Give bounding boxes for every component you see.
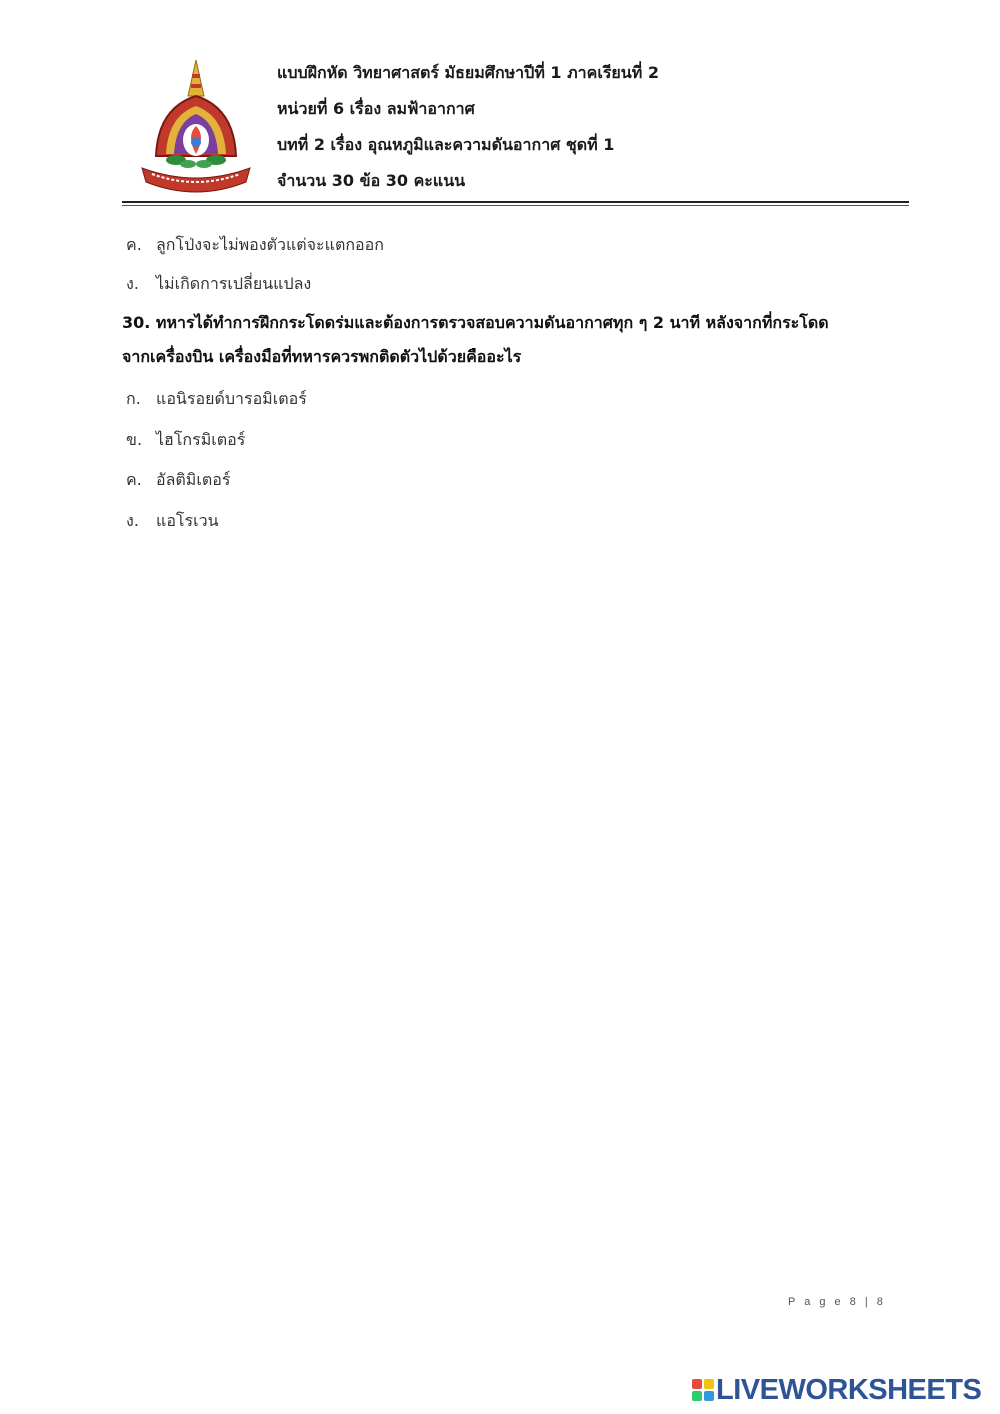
header-line-unit: หน่วยที่ 6 เรื่อง ลมฟ้าอากาศ xyxy=(277,99,475,118)
header-divider xyxy=(122,201,909,203)
liveworksheets-mark-icon xyxy=(692,1379,714,1401)
answer-option[interactable] xyxy=(126,387,307,412)
option-text: แอโรเวน xyxy=(156,511,219,530)
answer-option[interactable] xyxy=(126,272,311,297)
answer-option[interactable] xyxy=(126,509,219,534)
question-30 xyxy=(122,306,902,374)
question-text-line-1: 30. ทหารได้ทำการฝึกกระโดดร่มและต้องการตรวจสอบความดันอากาศทุก ๆ 2 นาที หลังจากที่กระโดด xyxy=(122,313,829,332)
header-line-chapter: บทที่ 2 เรื่อง อุณหภูมิและความดันอากาศ ชุดที่ 1 xyxy=(277,135,615,154)
option-text: อัลติมิเตอร์ xyxy=(156,470,231,489)
school-crest-icon xyxy=(136,56,256,200)
option-text: ไฮโกรมิเตอร์ xyxy=(156,430,246,449)
option-letter: ข. xyxy=(126,430,143,449)
header-line-subject: แบบฝึกหัด วิทยาศาสตร์ มัธยมศึกษาปีที่ 1 ภาคเรียนที่ 2 xyxy=(277,63,659,82)
option-letter: ง. xyxy=(126,511,139,530)
header-divider-thin xyxy=(122,205,909,206)
liveworksheets-logo[interactable] xyxy=(692,1374,981,1406)
option-text: แอนิรอยด์บารอมิเตอร์ xyxy=(156,389,307,408)
option-letter: ง. xyxy=(126,274,139,293)
option-text: ลูกโป่งจะไม่พองตัวแต่จะแตกออก xyxy=(156,235,384,254)
option-letter: ค. xyxy=(126,470,142,489)
answer-option[interactable] xyxy=(126,428,245,453)
brand-name: LIVEWORKSHEETS xyxy=(716,1373,982,1406)
worksheet-header xyxy=(277,62,917,206)
answer-option[interactable] xyxy=(126,468,230,493)
option-letter: ค. xyxy=(126,235,142,254)
page-number: P a g e 8 | 8 xyxy=(788,1296,886,1308)
option-text: ไม่เกิดการเปลี่ยนแปลง xyxy=(156,274,312,293)
option-letter: ก. xyxy=(126,389,141,408)
header-line-count: จำนวน 30 ข้อ 30 คะแนน xyxy=(277,171,466,190)
answer-option[interactable] xyxy=(126,233,384,258)
question-text-line-2: จากเครื่องบิน เครื่องมือที่ทหารควรพกติดตัวไปด้วยคืออะไร xyxy=(122,347,522,366)
